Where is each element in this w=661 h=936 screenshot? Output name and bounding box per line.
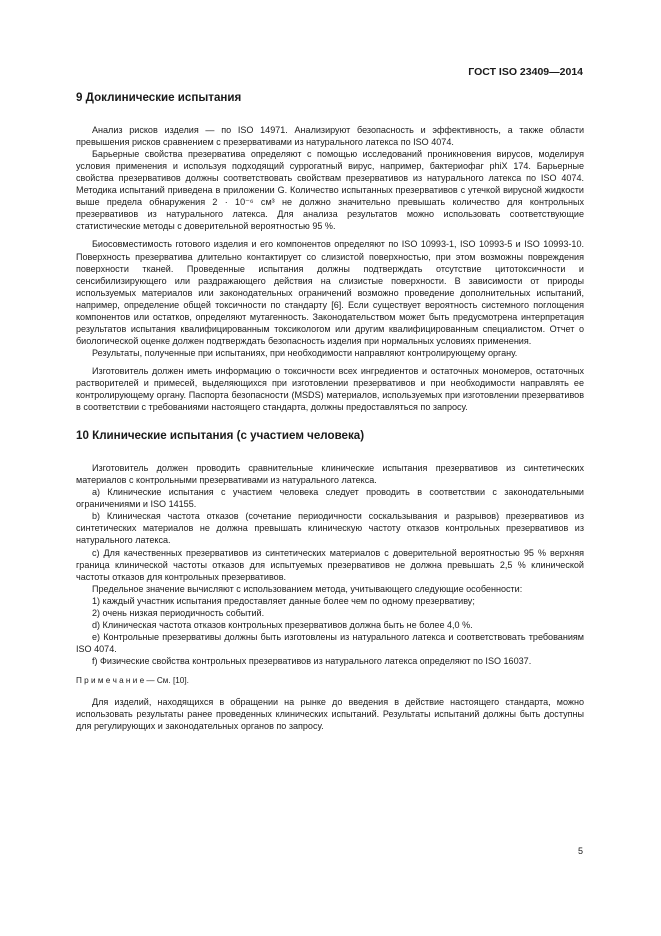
list-item: b) Клиническая частота отказов (сочетание периодичности соскальзывания и разрывов) презервативов из синтетических материалов не должна превышать клиническую частоту отказов контрольных презервативов из натурального латекса. xyxy=(76,511,584,546)
paragraph: Изготовитель должен проводить сравнительные клинические испытания презервативов из синтетических материалов с контрольными презервативами из натурального латекса. xyxy=(76,463,584,486)
sub-list-item: 1) каждый участник испытания предоставляет данные более чем по одному презервативу; xyxy=(92,595,475,606)
list-item: e) Контрольные презервативы должны быть изготовлены из натурального латекса и соответствовать требованиям ISO 4074. xyxy=(76,631,584,654)
document-code: ГОСТ ISO 23409—2014 xyxy=(468,66,583,78)
paragraph: Барьерные свойства презерватива определяют с помощью исследований проникновения вирусов, моделируя условия применения и используя подходящий суррогатный вирус, например, бактериофаг phiX 174. Барьерные свойства презервативов должны соответствовать свойствам презервативов из натурального латекса по ISO 4074. Методика испытаний приведена в приложении G. Количество испытанных презервативов с утечкой вирусной жидкости выше предела обнаружения 2 · 10⁻⁶ см³ не должно значительно превышать количество для контрольных презервативов из натурального латекса. Для анализа результатов можно использовать соответствующие статистические методы с доверительной вероятностью 95 %. xyxy=(76,149,584,232)
list-item: a) Клинические испытания с участием человека следует проводить в соответствии с законодательными ограничениями и ISO 14155. xyxy=(76,487,584,510)
page-number: 5 xyxy=(577,846,583,856)
list-item: d) Клиническая частота отказов контрольных презервативов должна быть не более 4,0 %. xyxy=(92,619,473,630)
page-content xyxy=(76,92,584,732)
paragraph: Изготовитель должен иметь информацию о токсичности всех ингредиентов и остаточных мономеров, остаточных растворителей и примесей, выделяющихся при изготовлении презервативов и при необходимости направлять ее контролирующему органу. Паспорта безопасности (MSDS) материалов, используемых при изготовлении презервативов в соответствии с требованиями настоящего стандарта, должны предоставляться по запросу. xyxy=(76,365,584,413)
list-item: c) Для качественных презервативов из синтетических материалов с доверительной вероятностью 95 % верхняя граница клинической частоты отказов для испытуемых презервативов не должна превышать 2,5 % клинической частоты отказов для контрольных презервативов. xyxy=(76,547,584,582)
section-10-heading: 10 Клинические испытания (с участием человека) xyxy=(76,429,365,443)
paragraph: Предельное значение вычисляют с использованием метода, учитывающего следующие особенности: xyxy=(92,583,523,594)
paragraph: Для изделий, находящихся в обращении на рынке до введения в действие настоящего стандарта, можно использовать результаты ранее проведенных клинических испытаний. Результаты испытаний должны быть доступны для регулирующих и законодательных органов по запросу. xyxy=(76,697,584,732)
paragraph: Биосовместимость готового изделия и его компонентов определяют по ISO 10993-1, ISO 10993-5 и ISO 10993-10. Поверхность презерватива длительно контактирует со слизистой поверхностью, при этом возможны повреждения поверхности тканей. Проведенные испытания должны подтверждать отсутствие цитотоксичности и сенсибилизирующего или раздражающего действия на слизистые поверхности. В зависимости от природы используемых материалов или законодательных ограничений возможно проведение дополнительных испытаний, например, определение общей токсичности по стандарту [6]. Если существует вероятность системного поглощения компонентов или остатков, определяют мутагенность. Законодательством может быть предусмотрена интерпретация результатов испытания квалифицированным токсикологом или другим квалифицированным специалистом. Отчет о биологической оценке должен подтверждать безопасность изделия при нормальных условиях применения. xyxy=(76,239,584,346)
note: П р и м е ч а н и е — См. [10]. xyxy=(76,675,189,685)
sub-list-item: 2) очень низкая периодичность событий. xyxy=(92,607,265,618)
list-item: f) Физические свойства контрольных презервативов из натурального латекса определяют по ISO 16037. xyxy=(92,655,532,666)
section-9-heading: 9 Доклинические испытания xyxy=(76,91,242,104)
paragraph: Результаты, полученные при испытаниях, при необходимости направляют контролирующему органу. xyxy=(92,347,518,358)
paragraph: Анализ рисков изделия — по ISO 14971. Анализируют безопасность и эффективность, а также области превышения рисков сравнением с презервативами из натурального латекса по ISO 4074. xyxy=(76,125,584,148)
